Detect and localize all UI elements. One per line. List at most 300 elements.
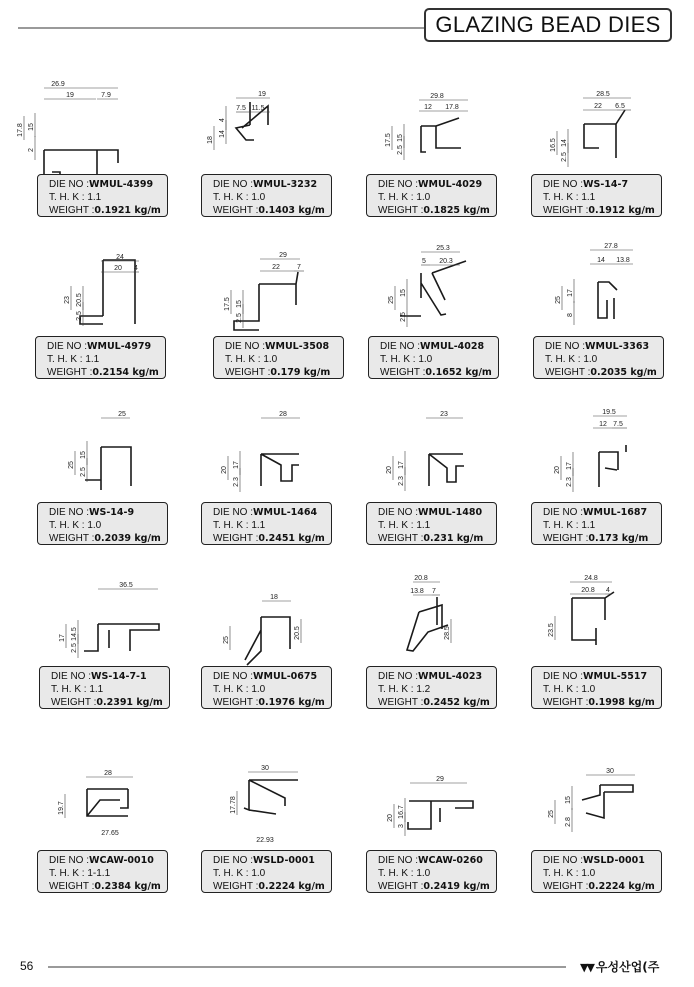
weight-row <box>543 532 661 545</box>
die-card <box>531 56 691 216</box>
weight-caption: WEIGHT : <box>213 881 259 892</box>
die-no-value: WMUL-1687 <box>583 507 648 518</box>
thk-caption: T. H. K : <box>213 868 252 879</box>
weight-caption: WEIGHT : <box>49 881 95 892</box>
weight-caption: WEIGHT : <box>543 533 589 544</box>
profile-outline <box>407 597 448 651</box>
weight-caption: WEIGHT : <box>545 367 591 378</box>
dimension-label: 2.5 <box>76 311 83 321</box>
die-no-row <box>378 178 496 191</box>
profile-drawing <box>35 218 195 334</box>
die-no-row <box>213 506 331 519</box>
dimension-label: 20 <box>387 814 394 822</box>
weight-value: 0.2224 kg/m <box>588 881 655 892</box>
dimension-label: 2.5 <box>561 152 568 162</box>
profile-outline <box>421 118 461 152</box>
dimension-label: 17 <box>233 461 240 469</box>
thk-caption: T. H. K : <box>543 684 582 695</box>
die-no-row <box>543 670 661 683</box>
die-no-caption: DIE NO : <box>378 507 419 518</box>
weight-caption: WEIGHT : <box>49 533 95 544</box>
profile-outline <box>582 785 633 818</box>
die-no-row <box>213 178 331 191</box>
die-spec-label <box>366 502 497 545</box>
thk-row <box>213 519 331 532</box>
die-no-row <box>49 506 167 519</box>
die-spec-label <box>533 336 664 379</box>
die-spec-label <box>366 174 497 217</box>
die-no-row <box>49 854 167 867</box>
dimension-label: 27.8 <box>604 243 618 250</box>
weight-row <box>49 880 167 893</box>
thk-value: 1.1 <box>581 192 596 203</box>
profile-outline <box>261 454 299 486</box>
dimension-label: 20 <box>114 265 122 272</box>
thk-caption: T. H. K : <box>49 520 88 531</box>
die-spec-label <box>39 666 170 709</box>
die-no-value: WMUL-4028 <box>420 341 485 352</box>
die-card <box>366 56 526 216</box>
thk-value: 1.2 <box>416 684 431 695</box>
profile-drawing <box>366 384 526 500</box>
thk-caption: T. H. K : <box>213 520 252 531</box>
thk-value: 1.1 <box>85 354 100 365</box>
die-no-row <box>213 670 331 683</box>
dimension-label: 15 <box>565 796 572 804</box>
dimension-label: 28.5 <box>596 91 610 98</box>
die-no-caption: DIE NO : <box>543 507 584 518</box>
weight-row <box>378 880 496 893</box>
die-spec-label <box>37 502 168 545</box>
weight-value: 0.179 kg/m <box>270 367 331 378</box>
dimension-label: 8 <box>567 313 574 317</box>
die-card <box>531 548 691 708</box>
profile-outline <box>429 454 464 486</box>
profile-drawing <box>366 732 526 848</box>
die-no-caption: DIE NO : <box>49 855 90 866</box>
die-no-caption: DIE NO : <box>213 507 254 518</box>
thk-row <box>380 353 498 366</box>
die-no-value: WS-14-7-1 <box>91 671 147 682</box>
die-no-row <box>378 854 496 867</box>
dimension-label: 36.5 <box>119 582 133 589</box>
weight-caption: WEIGHT : <box>213 533 259 544</box>
dimension-label: 16.5 <box>550 138 557 152</box>
weight-value: 0.1403 kg/m <box>258 205 325 216</box>
profile-drawing <box>531 384 691 500</box>
die-no-value: WMUL-5517 <box>583 671 648 682</box>
thk-value: 1.0 <box>251 684 266 695</box>
thk-row <box>378 191 496 204</box>
die-no-row <box>378 670 496 683</box>
die-card <box>533 218 693 378</box>
dimension-label: 17 <box>59 634 66 642</box>
die-no-caption: DIE NO : <box>213 855 254 866</box>
weight-row <box>543 880 661 893</box>
thk-caption: T. H. K : <box>378 192 417 203</box>
profile-drawing <box>531 548 691 664</box>
dimension-label: 4 <box>606 587 610 594</box>
die-card <box>368 218 528 378</box>
die-spec-label <box>35 336 166 379</box>
thk-row <box>378 867 496 880</box>
thk-value: 1.0 <box>418 354 433 365</box>
die-spec-label <box>366 850 497 893</box>
die-no-row <box>378 506 496 519</box>
weight-value: 0.2451 kg/m <box>258 533 325 544</box>
die-card <box>201 384 361 544</box>
weight-caption: WEIGHT : <box>225 367 271 378</box>
thk-value: 1.0 <box>581 684 596 695</box>
dimension-label: 2.5 <box>80 467 87 477</box>
weight-row <box>51 696 169 709</box>
weight-row <box>225 366 343 379</box>
dimension-label: 17.5 <box>224 297 231 311</box>
profile-outline <box>584 110 625 158</box>
die-no-value: WMUL-4029 <box>418 179 483 190</box>
die-spec-label <box>531 502 662 545</box>
dimension-label: 17 <box>566 462 573 470</box>
profile-outline <box>400 261 466 316</box>
weight-value: 0.1976 kg/m <box>258 697 325 708</box>
die-spec-label <box>531 174 662 217</box>
thk-value: 1-1.1 <box>87 868 111 879</box>
dimension-label: 25.3 <box>436 245 450 252</box>
profile-outline <box>245 617 290 665</box>
thk-row <box>213 191 331 204</box>
weight-caption: WEIGHT : <box>378 533 424 544</box>
die-no-value: WSLD-0001 <box>583 855 645 866</box>
die-no-value: WS-14-9 <box>89 507 135 518</box>
profile-drawing <box>201 732 361 848</box>
die-no-caption: DIE NO : <box>378 855 419 866</box>
weight-value: 0.231 kg/m <box>423 533 484 544</box>
thk-caption: T. H. K : <box>545 354 584 365</box>
profile-outline <box>572 592 614 645</box>
die-spec-label <box>201 850 332 893</box>
thk-value: 1.1 <box>581 520 596 531</box>
thk-row <box>543 867 661 880</box>
die-card <box>37 384 197 544</box>
weight-value: 0.1921 kg/m <box>94 205 161 216</box>
die-no-value: WMUL-3232 <box>253 179 318 190</box>
die-spec-label <box>366 666 497 709</box>
die-no-caption: DIE NO : <box>543 671 584 682</box>
profile-outline <box>408 801 473 829</box>
weight-caption: WEIGHT : <box>543 881 589 892</box>
thk-value: 1.1 <box>416 520 431 531</box>
weight-row <box>545 366 663 379</box>
dimension-label: 7.5 <box>236 105 246 112</box>
weight-caption: WEIGHT : <box>378 205 424 216</box>
thk-value: 1.0 <box>263 354 278 365</box>
die-no-row <box>543 178 661 191</box>
weight-value: 0.1998 kg/m <box>588 697 655 708</box>
thk-caption: T. H. K : <box>51 684 90 695</box>
page-title: GLAZING BEAD DIES <box>424 8 672 42</box>
dimension-label: 22 <box>272 264 280 271</box>
die-no-value: WMUL-1480 <box>418 507 483 518</box>
die-card <box>201 732 361 892</box>
weight-value: 0.1825 kg/m <box>423 205 490 216</box>
dimension-label: 17 <box>567 289 574 297</box>
weight-value: 0.2154 kg/m <box>92 367 159 378</box>
dimension-label: 24 <box>116 254 124 261</box>
company-name: 우성산업(주 <box>595 960 660 974</box>
dimension-label: 13.8 <box>616 257 630 264</box>
weight-value: 0.2452 kg/m <box>423 697 490 708</box>
thk-row <box>49 867 167 880</box>
thk-value: 1.0 <box>251 868 266 879</box>
dimension-label: 2.3 <box>233 477 240 487</box>
thk-caption: T. H. K : <box>543 868 582 879</box>
dimension-label: 25 <box>223 636 230 644</box>
dimension-label: 25 <box>118 411 126 418</box>
die-card <box>17 56 197 216</box>
weight-row <box>213 204 331 217</box>
dimension-label: 28.5 <box>444 626 451 640</box>
dimension-label: 23 <box>64 296 71 304</box>
dimension-label: 7.5 <box>613 421 623 428</box>
thk-caption: T. H. K : <box>49 192 88 203</box>
thk-value: 1.0 <box>583 354 598 365</box>
dimension-label: 22 <box>594 103 602 110</box>
weight-caption: WEIGHT : <box>51 697 97 708</box>
die-spec-label <box>37 850 168 893</box>
thk-caption: T. H. K : <box>543 192 582 203</box>
weight-row <box>213 880 331 893</box>
profile-outline <box>87 789 128 816</box>
dimension-label: 23.5 <box>548 623 555 637</box>
die-no-caption: DIE NO : <box>51 671 92 682</box>
thk-row <box>213 867 331 880</box>
page-number: 56 <box>20 959 34 973</box>
thk-value: 1.0 <box>251 192 266 203</box>
weight-value: 0.2039 kg/m <box>94 533 161 544</box>
profile-drawing <box>17 56 197 172</box>
dimension-label: 4 <box>134 265 138 272</box>
weight-value: 0.2224 kg/m <box>258 881 325 892</box>
dimension-label: 14 <box>219 130 226 138</box>
thk-row <box>543 191 661 204</box>
dimension-label: 13.8 <box>410 588 424 595</box>
die-spec-label <box>201 502 332 545</box>
dimension-label: 20 <box>221 466 228 474</box>
thk-caption: T. H. K : <box>543 520 582 531</box>
dimension-label: 29.8 <box>430 93 444 100</box>
profile-drawing <box>533 218 693 334</box>
dimension-label: 25 <box>548 810 555 818</box>
profile-drawing <box>366 56 526 172</box>
thk-value: 1.1 <box>87 192 102 203</box>
footer-rule <box>48 966 566 968</box>
weight-caption: WEIGHT : <box>380 367 426 378</box>
dimension-label: 30 <box>261 765 269 772</box>
die-no-caption: DIE NO : <box>378 179 419 190</box>
thk-value: 1.1 <box>251 520 266 531</box>
thk-row <box>545 353 663 366</box>
die-no-caption: DIE NO : <box>47 341 88 352</box>
thk-row <box>543 683 661 696</box>
dimension-label: 19 <box>258 91 266 98</box>
weight-row <box>378 696 496 709</box>
thk-value: 1.0 <box>416 868 431 879</box>
die-no-caption: DIE NO : <box>225 341 266 352</box>
profile-drawing <box>531 56 691 172</box>
dimension-label: 17 <box>398 461 405 469</box>
profile-outline <box>244 780 298 814</box>
weight-caption: WEIGHT : <box>378 697 424 708</box>
company-logo <box>580 958 659 975</box>
weight-value: 0.2419 kg/m <box>423 881 490 892</box>
dimension-label: 22.93 <box>256 837 274 844</box>
weight-caption: WEIGHT : <box>47 367 93 378</box>
dimension-label: 15 <box>28 123 35 131</box>
die-spec-label <box>368 336 499 379</box>
die-card <box>35 218 195 378</box>
dimension-label: 17.5 <box>385 133 392 147</box>
weight-value: 0.1652 kg/m <box>425 367 492 378</box>
dimension-label: 19.7 <box>58 801 65 815</box>
dimension-label: 20.8 <box>581 587 595 594</box>
weight-row <box>47 366 165 379</box>
die-no-caption: DIE NO : <box>49 179 90 190</box>
dimension-label: 2.5 <box>71 643 78 653</box>
dimension-label: 12 <box>599 421 607 428</box>
dimension-label: 25 <box>68 461 75 469</box>
dimension-label: 20.5 <box>76 293 83 307</box>
dimension-label: 29 <box>279 252 287 259</box>
die-no-row <box>51 670 169 683</box>
die-card <box>366 548 526 708</box>
die-card <box>201 548 361 708</box>
die-no-caption: DIE NO : <box>378 671 419 682</box>
die-card <box>531 732 691 892</box>
die-no-row <box>47 340 165 353</box>
thk-caption: T. H. K : <box>378 868 417 879</box>
dimension-label: 20.3 <box>439 258 453 265</box>
weight-row <box>49 204 167 217</box>
dimension-label: 20 <box>386 466 393 474</box>
dimension-label: 20.5 <box>294 626 301 640</box>
dimension-label: 14 <box>597 257 605 264</box>
die-no-value: WMUL-3363 <box>585 341 650 352</box>
dimension-label: 11.5 <box>251 105 265 112</box>
weight-row <box>213 696 331 709</box>
dimension-label: 29 <box>436 776 444 783</box>
thk-caption: T. H. K : <box>49 868 88 879</box>
weight-value: 0.2035 kg/m <box>590 367 657 378</box>
thk-caption: T. H. K : <box>378 684 417 695</box>
dimension-label: 7 <box>432 588 436 595</box>
thk-value: 1.0 <box>87 520 102 531</box>
dimension-label: 4 <box>219 118 226 122</box>
thk-caption: T. H. K : <box>380 354 419 365</box>
die-no-caption: DIE NO : <box>380 341 421 352</box>
thk-row <box>213 683 331 696</box>
thk-value: 1.0 <box>416 192 431 203</box>
dimension-label: 2.5 <box>236 313 243 323</box>
die-spec-label <box>531 850 662 893</box>
thk-caption: T. H. K : <box>213 684 252 695</box>
dimension-label: 15 <box>397 134 404 142</box>
profile-drawing <box>39 548 199 664</box>
thk-row <box>378 519 496 532</box>
profile-outline <box>599 445 626 487</box>
weight-caption: WEIGHT : <box>543 205 589 216</box>
dimension-label: 24.8 <box>584 575 598 582</box>
thk-caption: T. H. K : <box>213 192 252 203</box>
profile-drawing <box>201 56 361 172</box>
dimension-label: 7 <box>297 264 301 271</box>
profile-drawing <box>366 548 526 664</box>
die-no-value: WMUL-4399 <box>89 179 154 190</box>
die-spec-label <box>201 174 332 217</box>
weight-row <box>380 366 498 379</box>
weight-row <box>378 532 496 545</box>
dimension-label: 27.65 <box>101 830 119 837</box>
dimension-label: 14 <box>561 139 568 147</box>
profile-drawing <box>37 384 197 500</box>
die-no-row <box>545 340 663 353</box>
die-spec-label <box>201 666 332 709</box>
weight-caption: WEIGHT : <box>543 697 589 708</box>
die-no-row <box>543 506 661 519</box>
thk-caption: T. H. K : <box>47 354 86 365</box>
dimension-label: 2.5 <box>397 145 404 155</box>
thk-row <box>47 353 165 366</box>
die-no-value: WCAW-0260 <box>418 855 483 866</box>
die-no-row <box>380 340 498 353</box>
die-no-row <box>49 178 167 191</box>
thk-row <box>543 519 661 532</box>
die-spec-label <box>213 336 344 379</box>
profile-drawing <box>213 218 373 334</box>
die-no-value: WMUL-1464 <box>253 507 318 518</box>
dimension-label: 25 <box>555 296 562 304</box>
die-card <box>37 732 197 892</box>
thk-row <box>49 191 167 204</box>
dimension-label: 2 <box>28 148 35 152</box>
dimension-label: 14.5 <box>71 627 78 641</box>
weight-value: 0.2384 kg/m <box>94 881 161 892</box>
die-no-caption: DIE NO : <box>213 671 254 682</box>
die-spec-label <box>37 174 168 217</box>
die-spec-label <box>531 666 662 709</box>
weight-row <box>213 532 331 545</box>
dimension-label: 15 <box>236 300 243 308</box>
profile-drawing <box>368 218 528 334</box>
profile-outline <box>80 260 135 324</box>
dimension-label: 25 <box>388 296 395 304</box>
dimension-label: 15 <box>400 289 407 297</box>
thk-caption: T. H. K : <box>378 520 417 531</box>
dimension-label: 12 <box>424 104 432 111</box>
dimension-label: 16.7 <box>398 805 405 819</box>
weight-value: 0.2391 kg/m <box>96 697 163 708</box>
dimension-label: 15 <box>80 451 87 459</box>
dimension-label: 20.8 <box>414 575 428 582</box>
thk-value: 1.1 <box>89 684 104 695</box>
dimension-label: 30 <box>606 768 614 775</box>
thk-caption: T. H. K : <box>225 354 264 365</box>
die-card <box>201 56 361 216</box>
die-card <box>366 732 526 892</box>
profile-drawing <box>531 732 691 848</box>
profile-drawing <box>37 732 197 848</box>
weight-value: 0.173 kg/m <box>588 533 649 544</box>
dimension-label: 3 <box>398 824 405 828</box>
